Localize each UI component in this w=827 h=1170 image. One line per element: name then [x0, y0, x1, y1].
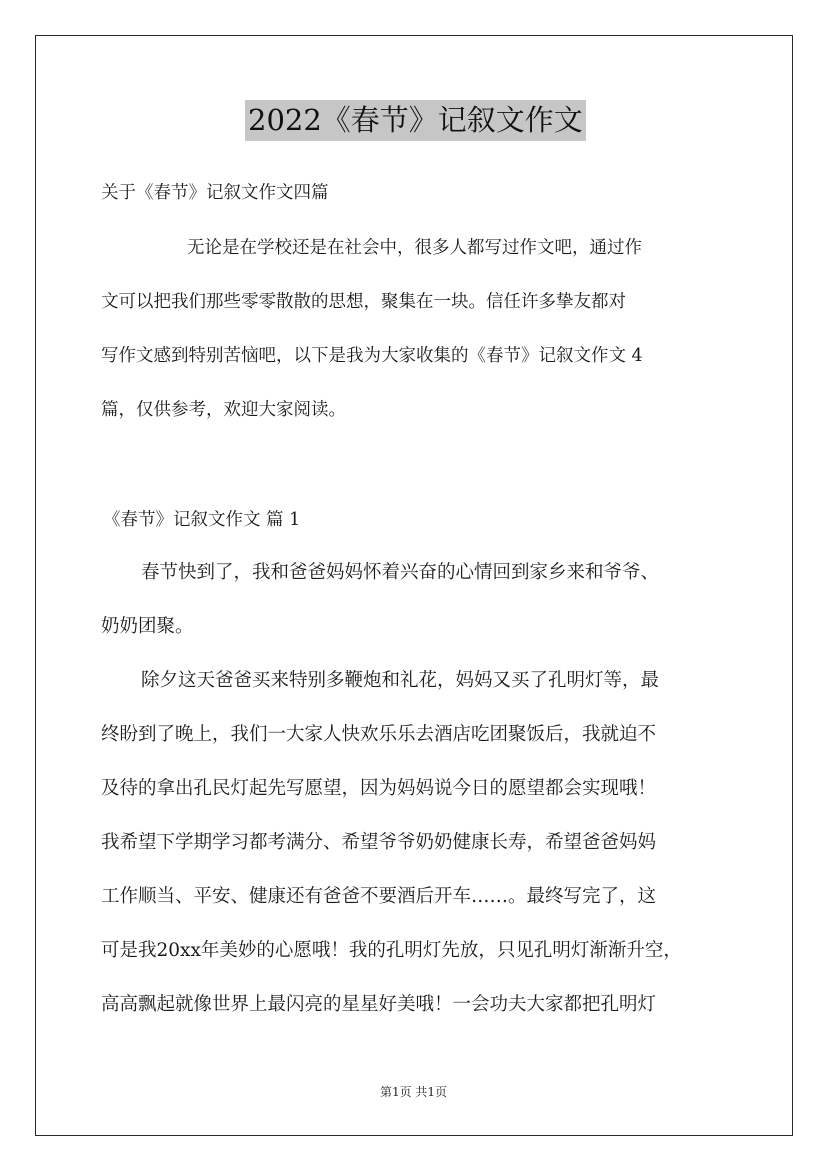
body-line: 春节快到了，我和爸爸妈妈怀着兴奋的心情回到家乡来和爷爷、 — [141, 562, 660, 583]
intro-line: 篇，仅供参考，欢迎大家阅读。 — [101, 400, 346, 420]
intro-line: 无论是在学校还是在社会中，很多人都写过作文吧，通过作 — [187, 238, 642, 258]
body-line: 高高飘起就像世界上最闪亮的星星好美哦！一会功夫大家都把孔明灯 — [101, 994, 657, 1015]
intro-line: 写作文感到特别苦恼吧，以下是我为大家收集的《春节》记叙文作文 4 — [101, 346, 643, 366]
body-line: 除夕这天爸爸买来特别多鞭炮和礼花，妈妈又买了孔明灯等，最 — [141, 670, 660, 691]
intro-line: 文可以把我们那些零零散散的思想，聚集在一块。信任许多挚友都对 — [101, 292, 626, 312]
page-footer: 第1页 共1页 — [379, 1085, 448, 1099]
body-line: 奶奶团聚。 — [101, 616, 194, 637]
body-line: 可是我20xx年美妙的心愿哦！我的孔明灯先放，只见孔明灯渐渐升空， — [101, 940, 682, 961]
section-heading: 《春节》记叙文作文 篇 1 — [103, 510, 301, 530]
body-line: 我希望下学期学习都考满分、希望爷爷奶奶健康长寿，希望爸爸妈妈 — [101, 832, 657, 853]
body-line: 终盼到了晚上，我们一大家人快欢乐乐去酒店吃团聚饭后，我就迫不 — [101, 724, 657, 745]
document-subtitle: 关于《春节》记叙文作文四篇 — [101, 183, 329, 203]
body-line: 及待的拿出孔民灯起先写愿望，因为妈妈说今日的愿望都会实现哦！ — [101, 778, 657, 799]
document-title: 2022《春节》记叙文作文 — [245, 100, 586, 141]
body-line: 工作顺当、平安、健康还有爸爸不要酒后开车……。最终写完了，这 — [101, 886, 657, 907]
